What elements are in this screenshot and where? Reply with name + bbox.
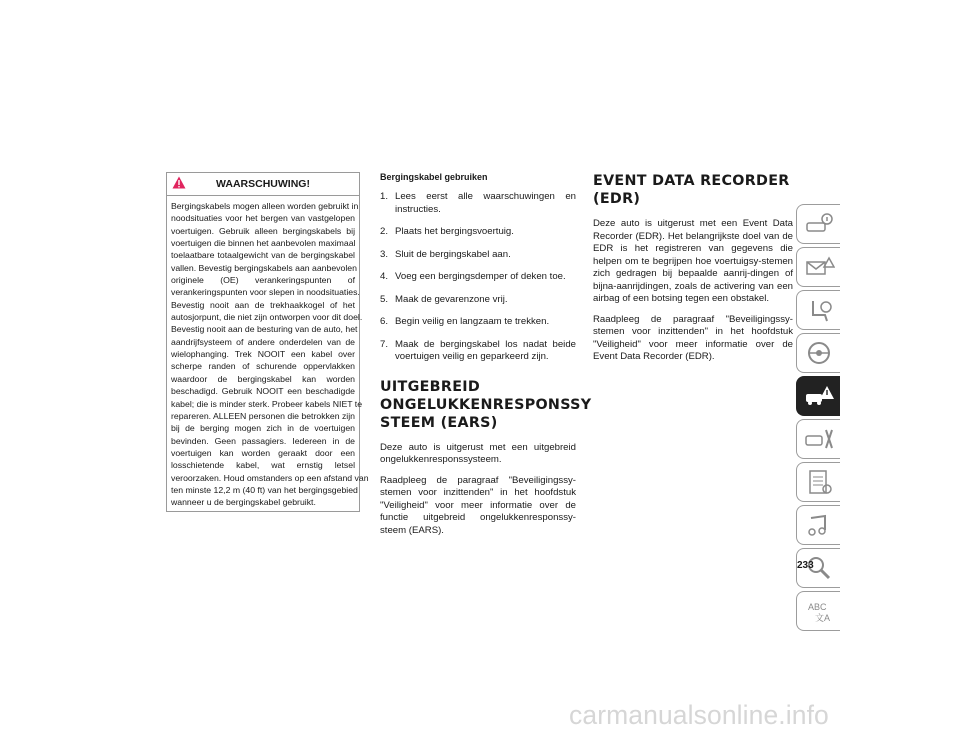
step-item bbox=[380, 339, 576, 364]
chapter-tab[interactable] bbox=[796, 462, 840, 502]
steering-wheel-icon bbox=[803, 338, 835, 368]
warning-line: Bergingskabels mogen alleen worden gebruikt in bbox=[171, 201, 359, 211]
recovery-steps bbox=[380, 191, 576, 364]
column-middle bbox=[380, 172, 592, 545]
warning-line: autosjorpunt, die niet zijn ontworpen voor dit doel. bbox=[171, 312, 363, 323]
warning-line: voertuigen die binnen het aanbevolen maximaal bbox=[171, 238, 356, 249]
warning-line: originele (OE) verankeringspunten of bbox=[171, 275, 355, 286]
ears-paragraph-2: Raadpleeg de paragraaf "Beveiligingssy-stemen voor inzittenden" in het hoofdstuk "Veiligheid" voor meer informatie over de functie uitgebreid ongelukkenresponssy-steem (EARS). bbox=[380, 474, 576, 536]
language-icon bbox=[803, 596, 835, 626]
step-number: 1. bbox=[380, 191, 389, 202]
edr-title bbox=[593, 172, 793, 208]
chapter-tab[interactable] bbox=[796, 591, 840, 631]
step-number: 7. bbox=[380, 338, 389, 350]
svg-text:ABC: ABC bbox=[807, 602, 827, 612]
title-line: EVENT DATA RECORDER bbox=[593, 173, 790, 189]
warning-line: bevinden. Geen passagiers. Iedereen in de bbox=[171, 435, 355, 446]
ears-title bbox=[380, 378, 592, 432]
step-number: 6. bbox=[380, 316, 389, 327]
step-text: Voeg een bergingsdemper of deken toe. bbox=[395, 271, 566, 282]
step-text: Lees eerst alle waarschuwingen en instructies. bbox=[395, 191, 576, 215]
chapter-tab[interactable] bbox=[796, 247, 840, 287]
step-number: 3. bbox=[380, 248, 389, 260]
recovery-heading: Bergingskabel gebruiken bbox=[380, 172, 488, 182]
step-item bbox=[380, 249, 576, 262]
mail-warning-icon bbox=[803, 252, 835, 282]
warning-line: wanneer u de bergingskabel gebruikt. bbox=[171, 497, 316, 508]
step-item bbox=[380, 226, 576, 239]
chapter-tab[interactable] bbox=[796, 333, 840, 373]
step-number: 4. bbox=[380, 271, 389, 282]
warning-line: kabel; die is minder sterk. Probeer kabels NIET te bbox=[171, 398, 363, 409]
warning-line: waardoor de bergingskabel kan worden bbox=[171, 373, 355, 384]
warning-triangle-icon bbox=[172, 176, 186, 189]
warning-line: repareren. ALLEEN personen die betrokken zijn bbox=[171, 410, 355, 421]
chapter-tab[interactable] bbox=[796, 204, 840, 244]
car-warning-icon bbox=[803, 381, 835, 411]
step-item bbox=[380, 294, 576, 307]
chapter-tab[interactable] bbox=[796, 505, 840, 545]
ears-paragraph-1: Deze auto is uitgerust met een uitgebreid ongelukkenresponssysteem. bbox=[380, 441, 576, 465]
step-text: Maak de bergingskabel los nadat beide voertuigen veilig en geparkeerd zijn. bbox=[395, 338, 576, 362]
warning-line: beschadigd. Gebruik NOOIT een beschadigde bbox=[171, 386, 355, 397]
seat-airbag-icon bbox=[803, 295, 835, 325]
warning-line: voertuigen kan worden geraakt door een bbox=[171, 447, 355, 458]
warning-line: aandrijfsysteem of andere onderdelen van de bbox=[171, 336, 355, 347]
car-info-icon bbox=[803, 209, 835, 239]
step-text: Begin veilig en langzaam te trekken. bbox=[395, 316, 550, 327]
watermark: carmanualsonline.info bbox=[569, 700, 829, 730]
warning-line: toelaatbare totaalgewicht van de bergingskabel bbox=[171, 250, 355, 261]
edr-paragraph-2: Raadpleeg de paragraaf "Beveiligingssy-stemen voor inzittenden" in het hoofdstuk "Veiligheid" voor meer informatie over de Event Data Recorder (EDR). bbox=[593, 313, 793, 362]
step-number: 2. bbox=[380, 226, 389, 237]
page-number: 233 bbox=[797, 560, 814, 571]
step-item bbox=[380, 271, 576, 284]
warning-line: bij de berging mogen zich in de voertuigen bbox=[171, 423, 355, 434]
chapter-tab[interactable] bbox=[796, 376, 840, 416]
car-tools-icon bbox=[803, 424, 835, 454]
step-item bbox=[380, 191, 576, 216]
title-line: (EDR) bbox=[593, 191, 641, 207]
step-text: Maak de gevarenzone vrij. bbox=[395, 293, 508, 305]
warning-line: losschietende kabel, wat ernstig letsel bbox=[171, 460, 355, 471]
warning-line: scherpe randen of schurende oppervlakken bbox=[171, 361, 355, 372]
warning-line: voertuigen. Gebruik alleen bergingskabels bij bbox=[171, 225, 355, 236]
warning-text bbox=[167, 196, 369, 509]
warning-line: Bevestig nooit aan de besturing van de auto, het bbox=[171, 324, 358, 335]
warning-box bbox=[166, 172, 369, 512]
chapter-tab[interactable] bbox=[796, 419, 840, 459]
column-right bbox=[593, 172, 793, 372]
warning-line: vallen. Bevestig bergingskabels aan aanbevolen bbox=[171, 262, 357, 273]
warning-line: Bevestig nooit aan de trekhaakkogel of het bbox=[171, 299, 355, 310]
step-text: Plaats het bergingsvoertuig. bbox=[395, 226, 514, 237]
edr-paragraph-1: Deze auto is uitgerust met een Event Data Recorder (EDR). Het belangrijkste doel van de EDR is het registreren van gegevens die helpen om te begrijpen hoe voertuigsy-stemen zich gedragen bij bepaalde aanrij-dingen of bijna-aanrijdingen, zoals de activering van een airbag of een botsing tegen een obstakel. bbox=[593, 218, 793, 304]
warning-line: noodsituaties voor het bergen van vastgelopen bbox=[171, 213, 355, 224]
multimedia-icon bbox=[803, 510, 835, 540]
step-number: 5. bbox=[380, 293, 389, 305]
warning-header bbox=[167, 173, 359, 196]
step-item bbox=[380, 316, 576, 329]
chapter-tab[interactable] bbox=[796, 290, 840, 330]
step-text: Sluit de bergingskabel aan. bbox=[395, 248, 511, 260]
title-line: ONGELUKKENRESPONSSY bbox=[380, 396, 592, 413]
svg-text:文A: 文A bbox=[814, 613, 830, 623]
title-line: UITGEBREID bbox=[380, 378, 481, 395]
warning-line: veroorzaken. Houd omstanders op een afstand van bbox=[171, 472, 369, 483]
warning-title: WAARSCHUWING! bbox=[216, 178, 310, 190]
title-line: STEEM (EARS) bbox=[380, 414, 498, 431]
warning-line: verankeringspunten voor slepen in noodsituaties. bbox=[171, 287, 360, 298]
warning-line: ten minste 12,2 m (40 ft) van het bergingsgebied bbox=[171, 484, 358, 495]
warning-line: wielophanging. Trek NOOIT een kabel over bbox=[171, 349, 355, 360]
document-list-icon bbox=[803, 467, 835, 497]
